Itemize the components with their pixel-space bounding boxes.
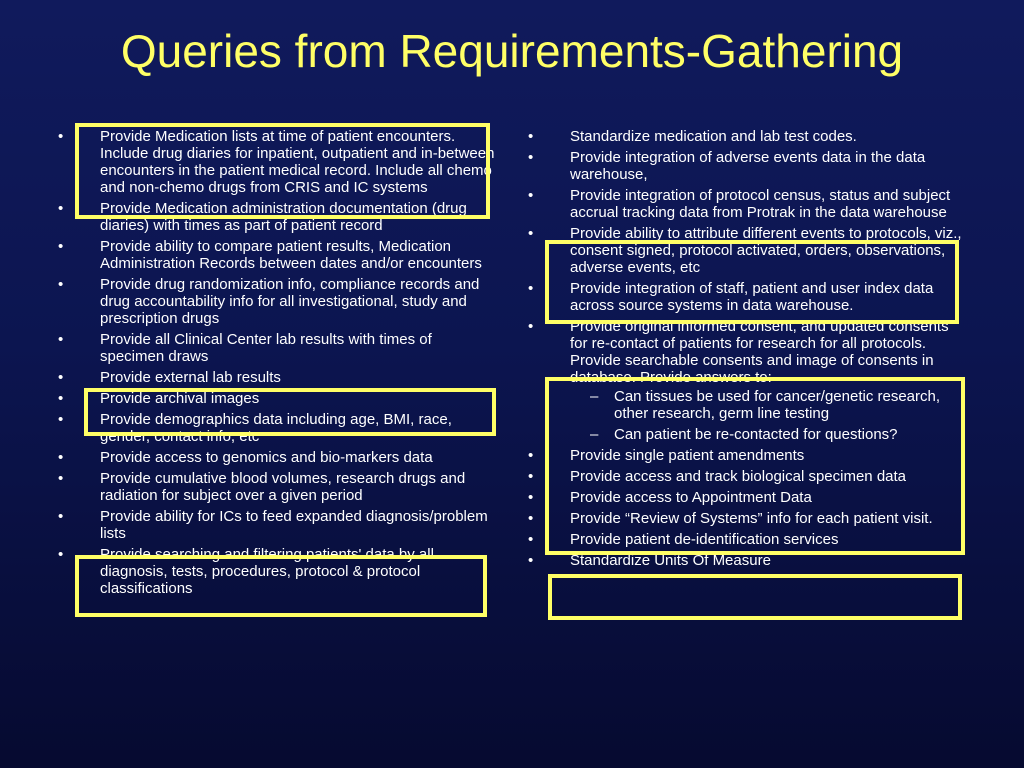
list-item <box>58 369 498 386</box>
list-item <box>58 470 498 504</box>
bullet-icon: • <box>58 449 64 466</box>
list-item <box>58 238 498 272</box>
bullet-icon: • <box>528 468 534 485</box>
sub-list-item-text: Can tissues be used for cancer/genetic research, other research, germ line testing <box>614 388 941 422</box>
list-item-text: Provide Medication lists at time of patient encounters. Include drug diaries for inpatient, outpatient and in-between encounters in the patient medical record. Include all chemo and non-chemo drugs from CRIS and IC systems <box>100 128 495 196</box>
list-item <box>528 318 968 443</box>
bullet-icon: • <box>528 225 534 242</box>
list-item <box>528 468 968 485</box>
bullet-icon: • <box>58 200 64 217</box>
list-item-text: Provide archival images <box>100 390 260 407</box>
dash-icon: – <box>590 388 599 405</box>
list-item-text: Provide integration of staff, patient and user index data across source systems in data warehouse. <box>570 280 934 314</box>
list-item-text: Standardize medication and lab test codes. <box>570 128 857 145</box>
list-item <box>58 508 498 542</box>
bullet-icon: • <box>58 411 64 428</box>
list-item <box>58 390 498 407</box>
list-item-text: Provide single patient amendments <box>570 447 805 464</box>
bullet-icon: • <box>58 276 64 293</box>
bullet-icon: • <box>58 369 64 386</box>
list-item-text: Provide Medication administration documentation (drug diaries) with times as part of patient record <box>100 200 467 234</box>
left-column <box>58 128 498 601</box>
list-item <box>528 128 968 145</box>
sub-bullet-list <box>570 388 968 443</box>
list-item <box>58 411 498 445</box>
bullet-icon: • <box>528 489 534 506</box>
bullet-icon: • <box>528 552 534 569</box>
right-bullet-list <box>528 128 968 569</box>
bullet-icon: • <box>58 128 64 145</box>
list-item-text: Provide integration of protocol census, status and subject accrual tracking data from Protrak in the data warehouse <box>570 187 951 221</box>
list-item-text: Provide searching and filtering patients' data by all diagnosis, tests, procedures, protocol & protocol classifications <box>100 546 434 597</box>
bullet-icon: • <box>58 470 64 487</box>
list-item <box>528 280 968 314</box>
list-item-text: Provide ability for ICs to feed expanded diagnosis/problem lists <box>100 508 488 542</box>
list-item <box>528 225 968 276</box>
bullet-icon: • <box>528 280 534 297</box>
list-item <box>528 447 968 464</box>
list-item-text: Provide all Clinical Center lab results with times of specimen draws <box>100 331 432 365</box>
list-item-text: Provide external lab results <box>100 369 281 386</box>
list-item-text: Provide drug randomization info, compliance records and drug accountability info for all investigational, study and prescription drugs <box>100 276 480 327</box>
list-item-text: Provide access to genomics and bio-markers data <box>100 449 433 466</box>
bullet-icon: • <box>58 331 64 348</box>
slide-title: Queries from Requirements-Gathering <box>120 25 904 77</box>
bullet-icon: • <box>528 128 534 145</box>
bullet-icon: • <box>58 546 64 563</box>
list-item-text: Provide cumulative blood volumes, research drugs and radiation for subject over a given period <box>100 470 466 504</box>
highlight-box-biological-specimen <box>548 574 962 620</box>
list-item-text: Provide ability to attribute different events to protocols, viz., consent signed, protocol activated, orders, observations, adverse events, etc <box>570 225 962 276</box>
list-item-text: Provide integration of adverse events data in the data warehouse, <box>570 149 926 183</box>
list-item <box>58 546 498 597</box>
list-item-text: Provide access and track biological specimen data <box>570 468 907 485</box>
list-item-text: Provide original informed consent, and updated consents for re-contact of patients for research for all protocols. Provide searchable consents and image of consents in database. Provide answers to: <box>570 318 949 386</box>
list-item <box>528 510 968 527</box>
sub-list-item-text: Can patient be re-contacted for questions? <box>614 426 898 443</box>
bullet-icon: • <box>528 187 534 204</box>
list-item-text: Provide patient de-identification services <box>570 531 839 548</box>
list-item <box>528 489 968 506</box>
right-column <box>528 128 968 573</box>
list-item <box>528 187 968 221</box>
bullet-icon: • <box>58 238 64 255</box>
list-item <box>58 449 498 466</box>
bullet-icon: • <box>528 510 534 527</box>
list-item-text: Standardize Units Of Measure <box>570 552 771 569</box>
bullet-icon: • <box>528 149 534 166</box>
list-item <box>528 531 968 548</box>
list-item-text: Provide demographics data including age, BMI, race, gender, contact info, etc <box>100 411 452 445</box>
bullet-icon: • <box>58 508 64 525</box>
list-item-text: Provide access to Appointment Data <box>570 489 812 506</box>
list-item <box>58 331 498 365</box>
dash-icon: – <box>590 426 599 443</box>
list-item-text: Provide “Review of Systems” info for each patient visit. <box>570 510 933 527</box>
left-bullet-list <box>58 128 498 597</box>
bullet-icon: • <box>528 531 534 548</box>
list-item <box>58 276 498 327</box>
sub-list-item <box>570 426 968 443</box>
bullet-icon: • <box>528 318 534 335</box>
list-item <box>58 200 498 234</box>
list-item <box>528 149 968 183</box>
list-item <box>528 552 968 569</box>
bullet-icon: • <box>528 447 534 464</box>
list-item <box>58 128 498 196</box>
bullet-icon: • <box>58 390 64 407</box>
sub-list-item <box>570 388 968 422</box>
list-item-text: Provide ability to compare patient results, Medication Administration Records between dates and/or encounters <box>100 238 482 272</box>
